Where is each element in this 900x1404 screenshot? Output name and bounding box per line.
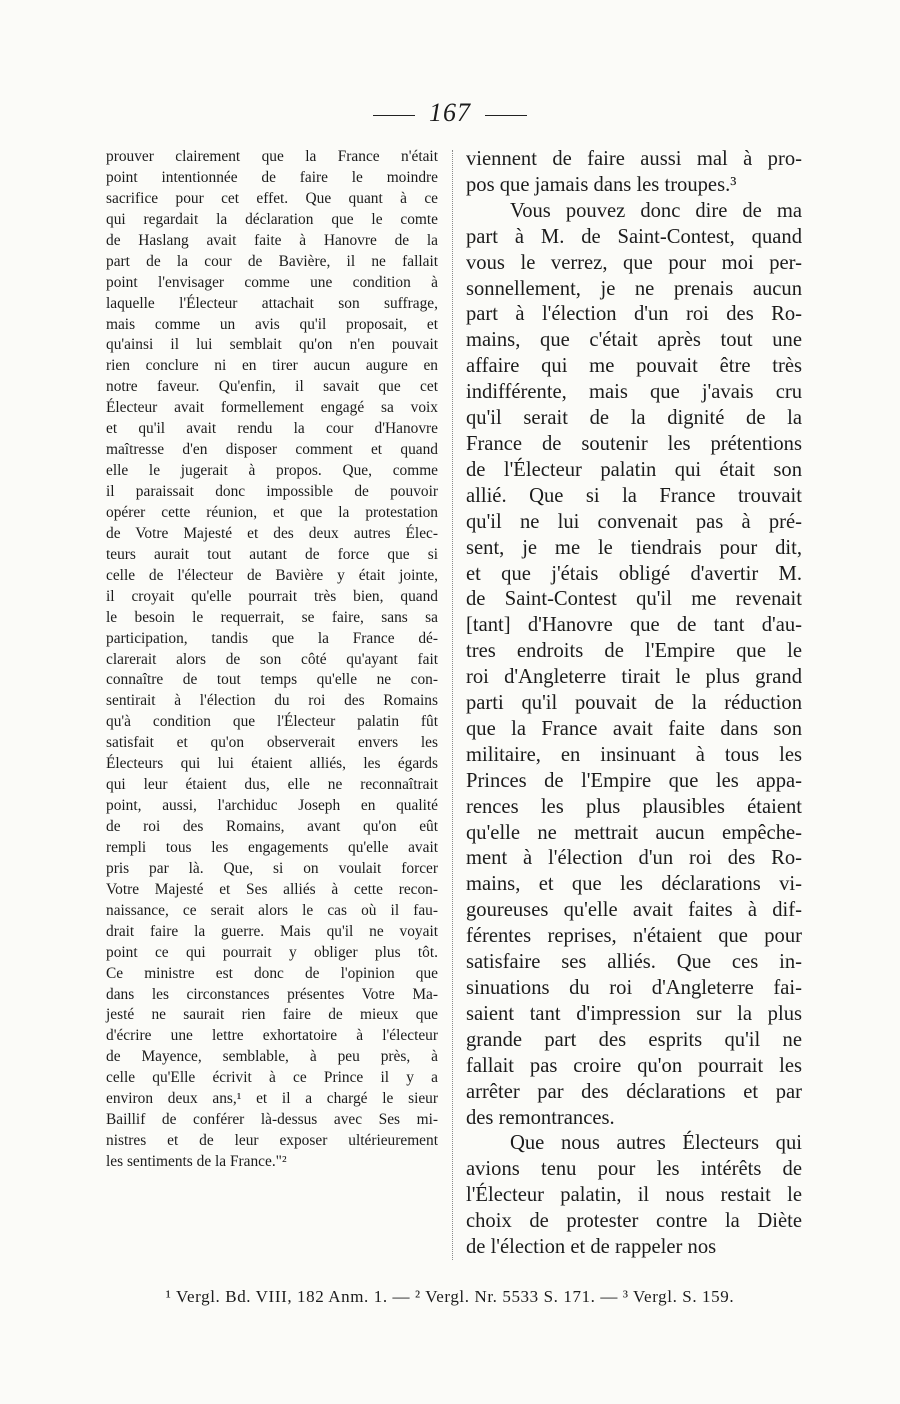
text-line: tres endroits de l'Empire que le [466, 640, 802, 663]
text-line: parti qu'il pouvait de la réduction [466, 692, 802, 715]
text-line: saient tant d'impression sur la plus [466, 1002, 802, 1025]
text-line: elle le jugerait à propos. Que, comme [106, 462, 438, 480]
text-line: dans les circonstances présentes Votre Ma- [106, 985, 438, 1003]
text-line: les sentiments de la France."² [106, 1153, 287, 1170]
text-line: laquelle l'Électeur attachait son suffrage, [106, 294, 438, 312]
text-line: de roi des Romains, avant qu'on eût [106, 818, 438, 835]
text-line: rences les plus plausibles étaient [466, 795, 802, 818]
text-line: rempli tous les engagements qu'elle avait [106, 838, 438, 856]
text-line: Ce ministre est donc de l'opinion que [106, 964, 438, 982]
text-line: ment à l'élection d'un roi des Ro- [466, 847, 802, 870]
text-line: drait faire la guerre. Mais qu'il ne voyait [106, 922, 438, 940]
text-line: celle de l'électeur de Bavière y était jointe, [106, 566, 438, 584]
text-line: choix de protester contre la Diète [466, 1210, 802, 1233]
text-line: qu'à condition que l'Électeur palatin fût [106, 713, 438, 731]
text-line: participation, tandis que la France dé- [106, 629, 438, 647]
text-line: point intentionnée de faire le moindre [106, 168, 438, 186]
text-line: environ deux ans,¹ et il a chargé le sieur [106, 1090, 438, 1108]
text-line: des remontrances. [466, 1106, 615, 1129]
text-line: mains, et que les déclarations vi- [466, 873, 802, 896]
text-line: qu'elle ne mettrait aucun empêche- [466, 821, 802, 844]
text-line: roi d'Angleterre tirait le plus grand [466, 666, 802, 689]
text-line: qu'ainsi il lui semblait qu'on n'en pouvait [106, 336, 438, 354]
text-line: [tant] d'Hanovre que de tant d'au- [466, 614, 802, 637]
text-line: de Haslang avait faite à Hanovre de la [106, 231, 438, 249]
text-line: part à l'élection d'un roi des Ro- [466, 303, 802, 326]
text-line: satisfaire ses alliés. Que ces in- [466, 951, 802, 974]
text-line: celle qu'Elle écrivit à ce Prince il y a [106, 1069, 438, 1087]
text-line: que la France avait faite dans son [466, 717, 802, 740]
text-line: mais comme un avis qu'il proposait, et [106, 315, 438, 333]
text-line: naissance, ce serait alors le cas où il fau- [106, 901, 438, 919]
text-line: et que j'étais obligé d'avertir M. [466, 562, 802, 585]
text-line: point, aussi, l'archiduc Joseph en qualité [106, 797, 438, 815]
text-line: indifférente, mais que j'avais cru [466, 381, 802, 404]
text-line: jesté ne saurait rien faire de mieux que [106, 1006, 438, 1024]
right-text-column [466, 147, 802, 1261]
text-line: pos que jamais dans les troupes.³ [466, 173, 737, 196]
text-line: affaire qui me pouvait être très [466, 355, 802, 378]
text-line: satisfait et qu'on observerait envers les [106, 734, 438, 752]
text-line: sentirait à l'élection du roi des Romains [106, 692, 438, 710]
text-line: de Votre Majesté et des deux autres Élec- [106, 524, 438, 542]
text-line: connaître de tout temps qu'elle ne con- [106, 671, 438, 689]
header-dash-left [373, 115, 415, 116]
text-line: sent, je me le tiendrais pour dit, [466, 536, 802, 559]
left-text-column [106, 147, 438, 1173]
text-line: de Mayence, semblable, à peu près, à [106, 1048, 438, 1066]
text-line: qu'il serait de la dignité de la [466, 407, 802, 430]
text-line: nistres et de leur exposer ultérieurement [106, 1132, 438, 1150]
text-line: teurs aurait tout autant de force que si [106, 545, 438, 563]
text-line: sinuations du roi d'Angleterre fai- [466, 977, 802, 999]
text-line: férentes reprises, n'étaient que pour [466, 925, 802, 948]
text-line: Baillif de conférer là-dessus avec Ses mi- [106, 1111, 438, 1129]
text-line: avions tenu pour les intérêts de [466, 1158, 802, 1181]
text-line: part de la cour de Bavière, il ne fallait [106, 252, 438, 270]
text-line: fallait pas croire qu'on pourrait les [466, 1054, 802, 1077]
text-line: opérer cette réunion, et que la protestation [106, 503, 438, 521]
text-line: le besoin le requerrait, se faire, sans sa [106, 608, 438, 626]
text-line: Princes de l'Empire que les appa- [466, 769, 802, 792]
text-line: d'écrire une lettre exhortatoire à l'électeur [106, 1027, 438, 1045]
text-line: prouver clairement que la France n'était [106, 148, 438, 165]
text-line: viennent de faire aussi mal à pro- [466, 148, 802, 170]
text-line: Que nous autres Électeurs qui [510, 1132, 802, 1155]
text-line: Vous pouvez donc dire de ma [510, 199, 802, 222]
text-line: il paraissait donc impossible de pouvoir [106, 483, 438, 500]
text-line: mains, que c'était après tout une [466, 329, 802, 352]
text-line: qu'il ne lui convenait pas à pré- [466, 510, 802, 533]
page-header [0, 98, 900, 128]
footnotes: ¹ Vergl. Bd. VIII, 182 Anm. 1. — ² Vergl. Nr. 5533 S. 171. — ³ Vergl. S. 159. [165, 1287, 735, 1306]
text-line: allié. Que si la France trouvait [466, 484, 802, 507]
text-line: arrêter par des déclarations et par [466, 1080, 802, 1103]
text-line: pris par là. Que, si on voulait forcer [106, 859, 438, 877]
text-line: Électeur avait formellement engagé sa voix [106, 399, 438, 417]
text-line: sacrifice pour cet effet. Que quant à ce [106, 189, 438, 207]
page-number: 167 [429, 98, 471, 127]
text-line: point l'envisager comme une condition à [106, 273, 438, 291]
text-line: et qu'il avait rendu la cour d'Hanovre [106, 420, 438, 438]
text-line: France de soutenir les prétentions [466, 432, 802, 455]
text-line: vous le verrez, que pour moi per- [466, 251, 802, 274]
text-line: part à M. de Saint-Contest, quand [466, 225, 802, 248]
text-line: de l'Électeur palatin qui était son [466, 458, 802, 481]
text-line: grande part des esprits qu'il ne [466, 1028, 802, 1051]
text-line: qui regardait la déclaration que le comte [106, 210, 438, 228]
text-line: Électeurs qui lui étaient alliés, les égards [106, 755, 438, 773]
text-line: qui leur étaient dus, elle ne reconnaîtrait [106, 776, 438, 794]
text-line: il croyait qu'elle pourrait très bien, quand [106, 587, 438, 605]
text-line: de l'élection et de rappeler nos [466, 1236, 717, 1259]
header-dash-right [485, 115, 527, 116]
text-line: goureuses qu'elle avait faites à dif- [466, 899, 802, 922]
text-line: clarerait alors de son côté qu'ayant fait [106, 650, 438, 668]
text-line: militaire, en insinuant à tous les [466, 743, 802, 766]
text-line: notre faveur. Qu'enfin, il savait que cet [106, 378, 438, 396]
text-line: rien conclure ni en tirer aucun augure en [106, 357, 438, 375]
column-divider [452, 150, 453, 1260]
text-line: de Saint-Contest qu'il me revenait [466, 588, 802, 611]
text-line: Votre Majesté et Ses alliés à cette recon- [106, 880, 438, 898]
text-line: point ce qui pourrait y obliger plus tôt. [106, 943, 438, 961]
text-line: sonnellement, je ne prenais aucun [466, 277, 802, 300]
text-line: maîtresse d'en disposer comment et quand [106, 441, 438, 459]
text-line: l'Électeur palatin, il nous restait le [466, 1184, 802, 1207]
